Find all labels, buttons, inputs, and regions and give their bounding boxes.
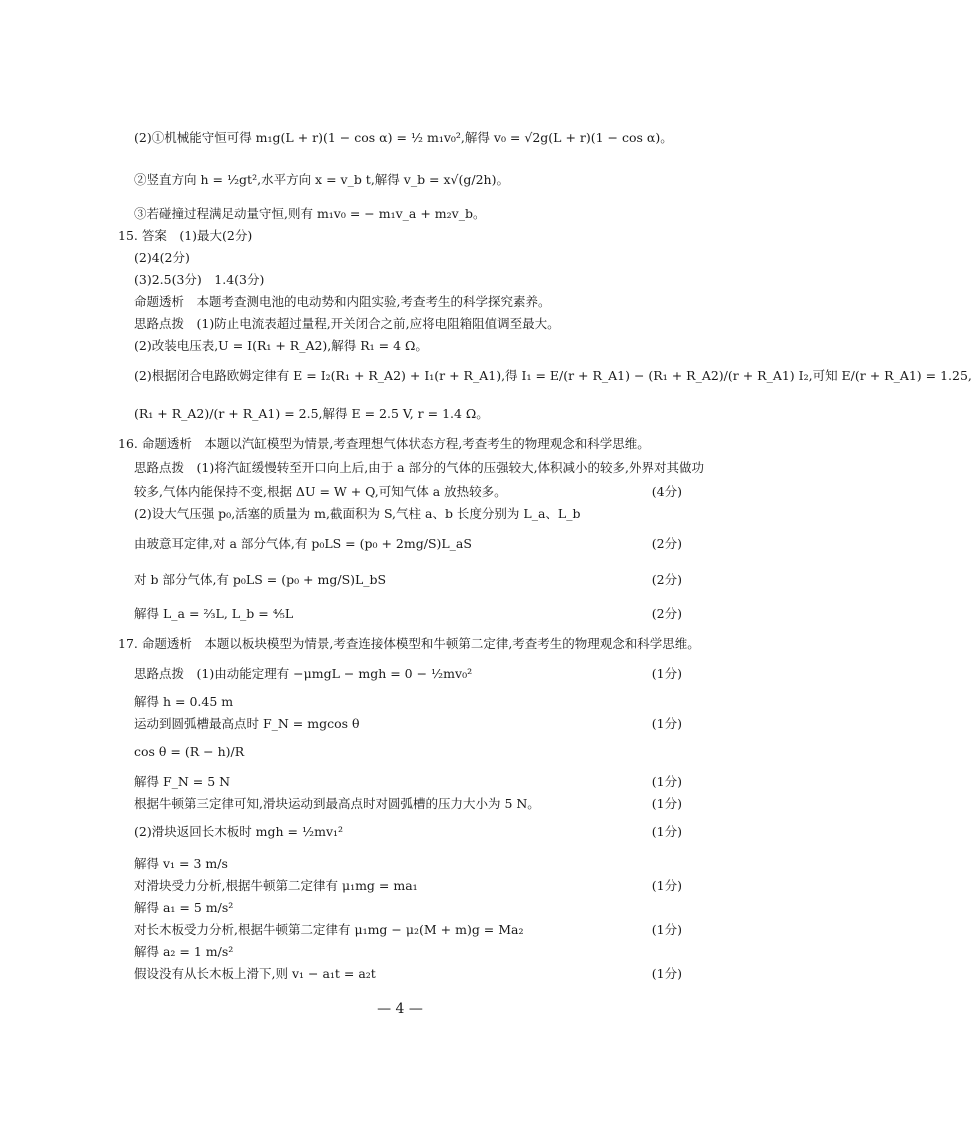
score: (2分) — [651, 536, 682, 551]
q16-hint-1b: 较多,气体内能保持不变,根据 ΔU = W + Q,可知气体 a 放热较多。 (4分) — [134, 484, 682, 499]
score: (2分) — [651, 572, 682, 587]
q17-line-4: cos θ = (R − h)/R — [134, 744, 245, 759]
q16-eq-b: 对 b 部分气体,有 p₀LS = (p₀ + mg/S)L_bS (2分) — [134, 572, 682, 587]
score: (1分) — [651, 796, 682, 811]
q17-line-5: 解得 F_N = 5 N (1分) — [134, 774, 682, 789]
score: (1分) — [651, 878, 682, 893]
q17-line-10: 解得 a₁ = 5 m/s² — [134, 900, 234, 915]
score: (2分) — [651, 606, 682, 621]
q17-line-12: 解得 a₂ = 1 m/s² — [134, 944, 234, 959]
q17-line-6: 根据牛顿第三定律可知,滑块运动到最高点时对圆弧槽的压力大小为 5 N。 (1分) — [134, 796, 682, 811]
score: (1分) — [651, 666, 682, 681]
page-number: — 4 — — [377, 1001, 423, 1017]
score: (1分) — [651, 966, 682, 981]
q17-hint-1: 思路点拨 (1)由动能定理有 −μmgL − mgh = 0 − ½mv₀² (1分) — [134, 666, 682, 681]
q16-result: 解得 L_a = ⅔L, L_b = ⅘L (2分) — [134, 606, 682, 621]
q17-line-3: 运动到圆弧槽最高点时 F_N = mgcos θ (1分) — [134, 716, 682, 731]
q15-answer-3: (3)2.5(3分) 1.4(3分) — [134, 272, 265, 287]
q15-analysis: 命题透析 本题考查测电池的电动势和内阻实验,考查考生的科学探究素养。 — [134, 294, 551, 309]
score: (1分) — [651, 922, 682, 937]
q15-answer: 15. 答案 (1)最大(2分) — [118, 228, 253, 243]
q17-line-7: (2)滑块返回长木板时 mgh = ½mv₁² (1分) — [134, 824, 682, 839]
q15-hint-2: (2)改装电压表,U = I(R₁ + R_A2),解得 R₁ = 4 Ω。 — [134, 338, 428, 353]
q17-line-13: 假设没有从长木板上滑下,则 v₁ − a₁t = a₂t (1分) — [134, 966, 682, 981]
score: (1分) — [651, 774, 682, 789]
q17-line-8: 解得 v₁ = 3 m/s — [134, 856, 228, 871]
line-2-2: ②竖直方向 h = ½gt²,水平方向 x = v_b t,解得 v_b = x√(g/2h)。 — [134, 172, 509, 187]
q15-hint-3: (2)根据闭合电路欧姆定律有 E = I₂(R₁ + R_A2) + I₁(r + R_A1),得 I₁ = E/(r + R_A1) − (R₁ + R_A2)/(r + R_A1) I₂,可知 E/(r + R_A1) = 1.25, — [134, 368, 972, 383]
q16-eq-a: 由玻意耳定律,对 a 部分气体,有 p₀LS = (p₀ + 2mg/S)L_aS (2分) — [134, 536, 682, 551]
q16-analysis: 16. 命题透析 本题以汽缸模型为情景,考查理想气体状态方程,考查考生的物理观念和科学思维。 — [118, 436, 650, 451]
line-2-3: ③若碰撞过程满足动量守恒,则有 m₁v₀ = − m₁v_a + m₂v_b。 — [134, 206, 486, 221]
q17-line-2: 解得 h = 0.45 m — [134, 694, 234, 709]
score: (4分) — [651, 484, 682, 499]
q15-hint-1: 思路点拨 (1)防止电流表超过量程,开关闭合之前,应将电阻箱阻值调至最大。 — [134, 316, 560, 331]
score: (1分) — [651, 824, 682, 839]
q15-hint-4: (R₁ + R_A2)/(r + R_A1) = 2.5,解得 E = 2.5 V, r = 1.4 Ω。 — [134, 406, 489, 421]
q17-analysis: 17. 命题透析 本题以板块模型为情景,考查连接体模型和牛顿第二定律,考查考生的物理观念和科学思维。 — [118, 636, 700, 651]
line-2-1: (2)①机械能守恒可得 m₁g(L + r)(1 − cos α) = ½ m₁v₀²,解得 v₀ = √2g(L + r)(1 − cos α)。 — [134, 130, 673, 145]
q15-answer-2: (2)4(2分) — [134, 250, 190, 265]
q16-hint-1: 思路点拨 (1)将汽缸缓慢转至开口向上后,由于 a 部分的气体的压强较大,体积减小的较多,外界对其做功 — [134, 460, 705, 475]
q16-hint-2: (2)设大气压强 p₀,活塞的质量为 m,截面积为 S,气柱 a、b 长度分别为 L_a、L_b — [134, 506, 581, 521]
score: (1分) — [651, 716, 682, 731]
q17-line-9: 对滑块受力分析,根据牛顿第二定律有 μ₁mg = ma₁ (1分) — [134, 878, 682, 893]
q17-line-11: 对长木板受力分析,根据牛顿第二定律有 μ₁mg − μ₂(M + m)g = Ma₂ (1分) — [134, 922, 682, 937]
